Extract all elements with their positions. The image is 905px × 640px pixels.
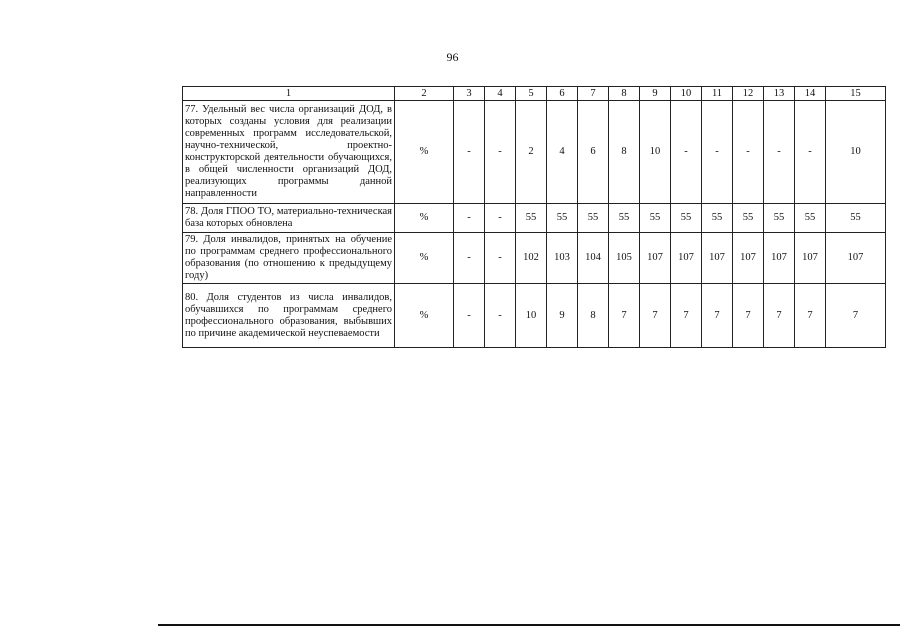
indicators-table	[182, 86, 886, 348]
value-cell: 6	[578, 101, 609, 204]
column-header: 12	[733, 87, 764, 101]
value-cell: 4	[547, 101, 578, 204]
unit-cell: %	[395, 233, 454, 284]
value-cell: 7	[826, 284, 886, 348]
value-cell: -	[485, 204, 516, 233]
value-cell: 55	[764, 204, 795, 233]
unit-cell: %	[395, 204, 454, 233]
value-cell: 10	[640, 101, 671, 204]
value-cell: 7	[640, 284, 671, 348]
value-cell: -	[671, 101, 702, 204]
column-header: 9	[640, 87, 671, 101]
value-cell: 107	[764, 233, 795, 284]
indicator-label: 78. Доля ГПОО ТО, материально-техническая база которых обновлена	[183, 204, 395, 233]
unit-cell: %	[395, 101, 454, 204]
value-cell: -	[454, 233, 485, 284]
value-cell: 55	[702, 204, 733, 233]
value-cell: 107	[671, 233, 702, 284]
value-cell: -	[454, 204, 485, 233]
value-cell: -	[764, 101, 795, 204]
indicator-label: 79. Доля инвалидов, принятых на обучение по программам среднего профессионального образования (по отношению к предыдущему году)	[183, 233, 395, 284]
value-cell: 55	[547, 204, 578, 233]
value-cell: 107	[826, 233, 886, 284]
value-cell: 104	[578, 233, 609, 284]
value-cell: -	[485, 233, 516, 284]
column-header: 7	[578, 87, 609, 101]
value-cell: -	[795, 101, 826, 204]
column-header: 15	[826, 87, 886, 101]
table-header	[183, 87, 886, 101]
value-cell: 2	[516, 101, 547, 204]
value-cell: 7	[733, 284, 764, 348]
value-cell: 55	[795, 204, 826, 233]
value-cell: 107	[733, 233, 764, 284]
value-cell: 55	[733, 204, 764, 233]
value-cell: 105	[609, 233, 640, 284]
value-cell: -	[485, 101, 516, 204]
value-cell: 55	[640, 204, 671, 233]
column-header: 10	[671, 87, 702, 101]
value-cell: 55	[578, 204, 609, 233]
value-cell: 7	[671, 284, 702, 348]
value-cell: 107	[640, 233, 671, 284]
value-cell: 102	[516, 233, 547, 284]
column-header: 13	[764, 87, 795, 101]
value-cell: -	[733, 101, 764, 204]
value-cell: 10	[826, 101, 886, 204]
value-cell: 107	[795, 233, 826, 284]
table-body	[183, 101, 886, 348]
page-number: 96	[446, 50, 459, 64]
value-cell: 55	[671, 204, 702, 233]
value-cell: -	[702, 101, 733, 204]
value-cell: -	[485, 284, 516, 348]
column-header: 1	[183, 87, 395, 101]
footer-rule	[158, 624, 900, 626]
value-cell: 55	[516, 204, 547, 233]
value-cell: 55	[826, 204, 886, 233]
value-cell: 7	[795, 284, 826, 348]
indicator-label: 77. Удельный вес числа организаций ДОД, в которых созданы условия для реализации современных программ исследовательской, научно-технической, проектно-конструкторской деятельности обучающихся, в общей численности организаций ДОД, реализующих программы данной направленности	[183, 101, 395, 204]
value-cell: 107	[702, 233, 733, 284]
column-header: 4	[485, 87, 516, 101]
column-header: 3	[454, 87, 485, 101]
value-cell: -	[454, 284, 485, 348]
value-cell: 7	[609, 284, 640, 348]
table-row	[183, 284, 886, 348]
unit-cell: %	[395, 284, 454, 348]
table-row	[183, 204, 886, 233]
value-cell: 9	[547, 284, 578, 348]
value-cell: -	[454, 101, 485, 204]
column-header: 14	[795, 87, 826, 101]
column-header: 2	[395, 87, 454, 101]
column-header: 11	[702, 87, 733, 101]
table-row	[183, 233, 886, 284]
table-row	[183, 101, 886, 204]
value-cell: 8	[609, 101, 640, 204]
value-cell: 55	[609, 204, 640, 233]
column-header: 6	[547, 87, 578, 101]
value-cell: 7	[764, 284, 795, 348]
indicator-label: 80. Доля студентов из числа инвалидов, обучавшихся по программам среднего профессионального образования, выбывших по причине академической неуспеваемости	[183, 284, 395, 348]
value-cell: 7	[702, 284, 733, 348]
value-cell: 103	[547, 233, 578, 284]
column-header: 5	[516, 87, 547, 101]
column-header: 8	[609, 87, 640, 101]
value-cell: 10	[516, 284, 547, 348]
value-cell: 8	[578, 284, 609, 348]
header-row	[183, 87, 886, 101]
